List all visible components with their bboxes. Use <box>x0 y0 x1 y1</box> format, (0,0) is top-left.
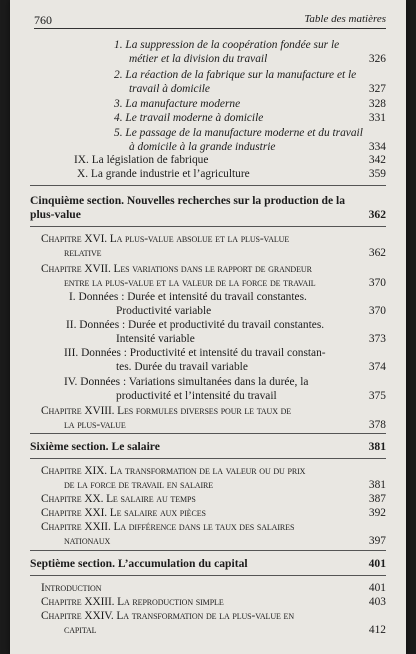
toc-entry: Chapitre XVI. La plus-value absolue et la plus-value <box>41 233 290 245</box>
toc-entry: 4. Le travail moderne à domicile 331 <box>114 112 386 124</box>
toc-entry: métier et la division du travail 326 <box>129 53 386 65</box>
toc-entry: la plus-value 378 <box>64 419 386 431</box>
toc-entry: Chapitre XX. Le salaire au temps 387 <box>41 493 386 505</box>
toc-entry: Chapitre XXIII. La reproduction simple 403 <box>41 596 386 608</box>
toc-entry: Chapitre XXII. La différence dans le taux des salaires <box>41 521 295 533</box>
section-divider <box>30 185 386 186</box>
page-number: 760 <box>34 13 52 27</box>
toc-entry: capital 412 <box>64 624 386 636</box>
toc-entry: Chapitre XXIV. La transformation de la plus-value en <box>41 610 295 622</box>
toc-entry: II. Données : Durée et productivité du travail constantes. <box>66 319 325 331</box>
toc-entry: productivité et l’intensité du travail 375 <box>116 390 386 402</box>
toc-entry: IX. La législation de fabrique 342 <box>74 154 386 166</box>
section-heading: Cinquième section. Nouvelles recherches sur la production de la <box>30 194 346 207</box>
toc-entry: relative 362 <box>64 247 386 259</box>
toc-entry: Productivité variable 370 <box>116 305 386 317</box>
toc-entry: Chapitre XVIII. Les formules diverses pour le taux de <box>41 405 292 417</box>
section-divider <box>30 550 386 551</box>
section-divider <box>30 226 386 227</box>
running-title: Table des matières <box>304 13 386 25</box>
toc-entry: Chapitre XVII. Les variations dans le rapport de grandeur <box>41 263 312 275</box>
toc-entry: Intensité variable 373 <box>116 333 386 345</box>
toc-entry: Introduction 401 <box>41 582 386 594</box>
section-divider <box>30 575 386 576</box>
page-header <box>34 12 386 29</box>
toc-entry: tes. Durée du travail variable 374 <box>116 361 386 373</box>
toc-entry: 3. La manufacture moderne 328 <box>114 98 386 110</box>
toc-entry: Chapitre XIX. La transformation de la valeur ou du prix <box>41 465 306 477</box>
section-heading: Sixième section. Le salaire 381 <box>30 440 386 453</box>
toc-entry: à domicile à la grande industrie 334 <box>129 141 386 153</box>
toc-entry: X. La grande industrie et l’agriculture 359 <box>77 168 386 180</box>
section-divider <box>30 433 386 434</box>
section-heading: plus-value 362 <box>30 208 386 221</box>
toc-entry: nationaux 397 <box>64 535 386 547</box>
section-heading: Septième section. L’accumulation du capital 401 <box>30 557 386 570</box>
toc-entry: Chapitre XXI. Le salaire aux pièces 392 <box>41 507 386 519</box>
toc-entry: I. Données : Durée et intensité du travail constantes. <box>69 291 307 303</box>
book-page <box>10 0 406 654</box>
toc-entry: travail à domicile 327 <box>129 83 386 95</box>
toc-entry: de la force de travail en salaire 381 <box>64 479 386 491</box>
toc-entry: 1. La suppression de la coopération fondée sur le <box>114 39 340 51</box>
toc-entry: 2. La réaction de la fabrique sur la manufacture et le <box>114 69 357 81</box>
toc-entry: 5. Le passage de la manufacture moderne et du travail <box>114 127 363 139</box>
section-divider <box>30 458 386 459</box>
toc-entry: entre la plus-value et la valeur de la force de travail 370 <box>64 277 386 289</box>
toc-entry: IV. Données : Variations simultanées dans la durée, la <box>64 376 309 388</box>
toc-entry: III. Données : Productivité et intensité du travail constan- <box>64 347 326 359</box>
